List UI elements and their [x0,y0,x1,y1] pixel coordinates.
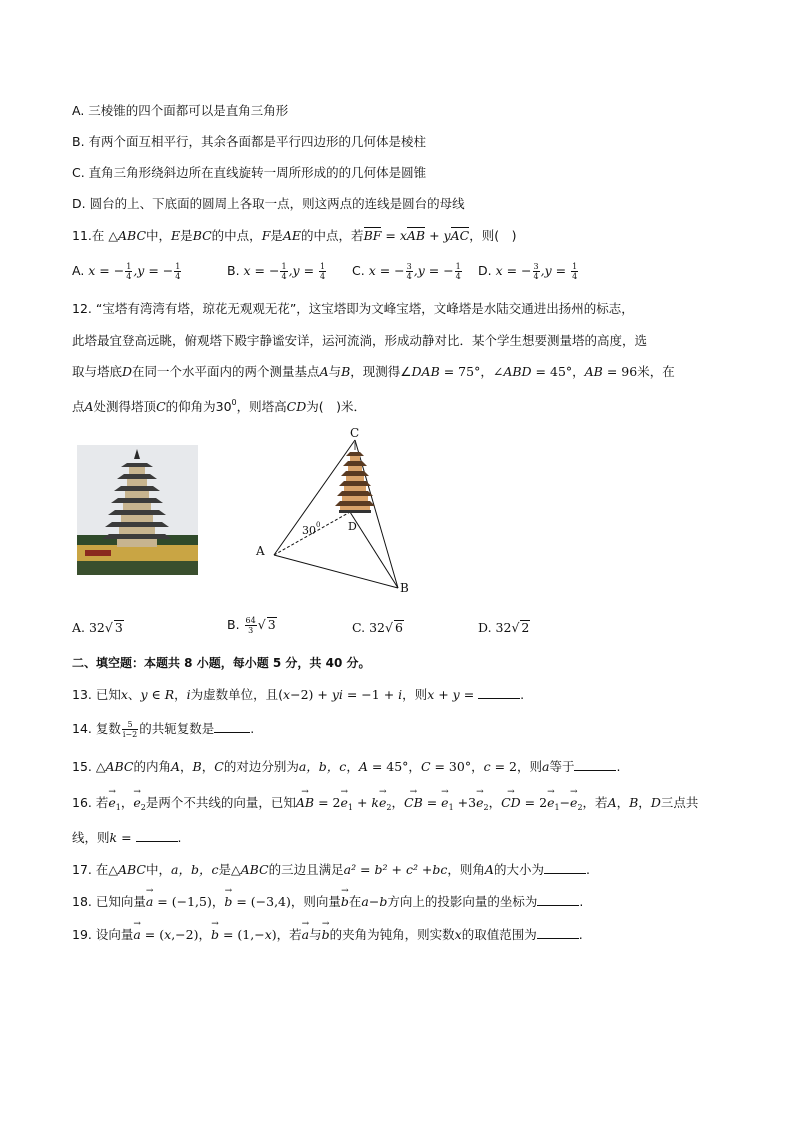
text: 三点共 [660,795,699,810]
text: 为( )米． [306,399,367,414]
text: ，若 [582,795,608,810]
text: . [520,687,525,702]
vector-ab: AB [406,228,426,243]
text: 19. 设向量 [72,927,134,942]
answer-blank[interactable] [478,686,520,699]
text: ， [174,687,187,702]
text: . [250,721,255,736]
sqrt-sign: √ [104,620,113,635]
q12-option-b [227,616,277,635]
text: ， [638,795,651,810]
text: 取与塔底 [72,364,123,379]
superscript: 0 [231,398,237,407]
vector-a: a → [133,926,140,944]
text: 的中点，若 [301,228,364,243]
q12-option-a [72,619,124,637]
label: B. [227,617,244,632]
angle-label: 30 [302,524,316,537]
numerator: 1 [572,262,578,271]
math: x = − [243,263,280,278]
text: = 96米，在 [602,364,675,379]
q10-option-b: B. 有两个面互相平行，其余各面都是平行四边形的几何体是棱柱 [72,134,427,149]
text: 的仰角为30 [165,399,232,414]
math: x + y [427,687,460,702]
radicand: 6 [394,620,403,635]
numerator: 3 [533,262,539,271]
math: yi [331,687,343,702]
numerator: 3 [406,262,412,271]
math: ABC [117,862,146,877]
math: A [607,795,617,810]
pagoda-drawing [335,442,375,513]
label-c: C [350,426,360,440]
fraction [533,262,540,281]
math: = 2，则 [490,759,542,774]
math: x = − [368,263,405,278]
q12-option-d [478,619,530,637]
text: ， [488,795,502,810]
subscript: 2 [577,803,583,812]
text: 与 [309,927,322,942]
vector-cb: CB → [404,794,423,812]
text: 是两个不共线的向量，已知 [145,795,296,810]
text: 在 [91,228,105,243]
vector-ac: AC [450,228,470,243]
math: = [422,795,442,810]
subscript: 2 [140,803,146,812]
text: 的对边分别为 [223,759,299,774]
math: = x [381,228,407,243]
numerator: 1 [455,262,461,271]
vector-e2: e → [133,794,140,812]
q19 [72,926,583,944]
math: a−b [361,894,388,909]
section-heading: 二、填空题：本题共 8 小题，每小题 5 分，共 40 分。 [72,656,371,670]
text: ， [616,795,630,810]
subscript: 2 [483,803,489,812]
text: 等于 [549,759,575,774]
vector-bf: BF [363,228,382,243]
vector-e2: e → [476,794,483,812]
label: C. 32 [352,620,385,635]
vector-e1: e → [340,794,347,812]
q12-line1: 12. “宝塔有湾湾有塔，琼花无观观无花”，这宝塔即为文峰宝塔，文峰塔是水陆交通进出扬州的标志， [72,301,634,316]
math: A [358,759,368,774]
label-d: D [348,520,357,533]
math: x = − [88,263,125,278]
text: 点 [72,399,85,414]
subscript: 1 [115,803,121,812]
text: 是 [180,228,193,243]
math: +3 [453,795,477,810]
text: = 75°，∠ [439,364,504,379]
text: ， [346,759,359,774]
answer-blank[interactable] [136,829,178,842]
denominator: 4 [126,272,132,281]
q11-stem [72,227,516,245]
fraction [406,262,413,281]
math: B [192,759,202,774]
math: A [84,399,94,414]
label: D. [478,263,496,278]
math: C [420,759,431,774]
math: D [650,795,661,810]
numerator: 5 [122,720,138,730]
math: = (−3,4)，则向量 [232,894,341,909]
fraction [125,262,132,281]
vector-a: a → [302,926,309,944]
math: E [171,228,181,243]
text: 、 [127,687,141,702]
math: = 45°， [367,759,421,774]
numerator: 1 [281,262,287,271]
denominator: 4 [572,272,578,281]
line-db [350,512,398,588]
math: ,y = − [133,263,174,278]
math: ,y = − [413,263,454,278]
q11-option-d [478,262,579,281]
numerator: 1 [175,262,181,271]
math: x [120,687,128,702]
math: DAB [411,364,440,379]
geometry-diagram [250,420,420,600]
text: 的中点， [211,228,262,243]
text: 的内角 [133,759,171,774]
answer-blank[interactable] [214,720,250,733]
label-b: B [400,581,409,595]
vector-e1: e → [441,794,448,812]
denominator: i−2 [122,730,138,739]
text: . [616,759,621,774]
text: 的三边且满足 [268,862,344,877]
numerator: 1 [126,262,132,271]
text: 为虚数单位，且( [190,687,284,702]
math: A [484,862,494,877]
math: = [459,687,479,702]
vector-e2: e → [570,794,577,812]
math: C [156,399,166,414]
vector-b: b → [211,926,219,944]
text: . [177,830,182,845]
math: ,y = [540,263,571,278]
math: A [171,759,181,774]
text: . [585,862,590,877]
math: ∈ [147,687,165,702]
q11-option-a [72,262,182,281]
answer-blank[interactable] [544,861,586,874]
math: a，b，c [298,759,347,774]
fraction [122,720,138,739]
vector-e2: e → [379,794,386,812]
fraction [455,262,462,281]
answer-blank[interactable] [537,926,579,939]
vector-b: b → [341,893,349,911]
math: BC [192,228,212,243]
math: = (1,− [218,927,265,942]
math: A [319,364,329,379]
text: 14. 复数 [72,721,121,736]
math: k [109,830,118,845]
math: x [264,927,272,942]
text: . [578,927,583,942]
math: = −1 + [342,687,399,702]
text: ， [180,759,193,774]
text: 的共轭复数是 [139,721,215,736]
q16-line1 [72,794,698,817]
label: B. [227,263,244,278]
text: 13. 已知 [72,687,121,702]
math: D [122,364,133,379]
math: = 30°， [430,759,484,774]
text: ，则 [402,687,428,702]
radicand: 3 [114,620,123,635]
text: 18. 已知向量 [72,894,146,909]
text: 17. 在△ [72,862,118,877]
label: D. 32 [478,620,512,635]
q18 [72,893,583,911]
radicand: 2 [521,620,530,635]
text: 线，则 [72,830,110,845]
vector-e1: e → [547,794,554,812]
text: ， [391,795,404,810]
subscript: 1 [448,803,454,812]
math: AE [282,228,302,243]
math: c [483,759,491,774]
denominator: 4 [175,272,181,281]
numerator: 1 [320,262,326,271]
math: ABC [118,228,147,243]
math: = 2 [314,795,341,810]
text: 是△ [218,862,241,877]
math: B [341,364,351,379]
q10-option-a: A. 三棱锥的四个面都可以是直角三角形 [72,103,289,118]
math: CD [286,399,307,414]
vector-b: b → [224,893,232,911]
math: −2) + [290,687,332,702]
denominator: 4 [281,272,287,281]
text: 处测得塔顶 [93,399,157,414]
math: C [214,759,224,774]
q16-line2 [72,829,182,847]
label: A. 32 [72,620,105,635]
math: x [164,927,172,942]
fraction [571,262,578,281]
text: 在同一个水平面内的两个测量基点 [132,364,320,379]
vector-ab: AB → [296,794,314,812]
text: 中， [145,862,171,877]
math: B [629,795,639,810]
line-ab [274,555,398,588]
angle-sup: 0 [316,521,321,529]
sqrt-sign: √ [384,620,393,635]
math: R [164,687,175,702]
text: 的大小为 [493,862,544,877]
math: ABC [105,759,134,774]
math: + y [425,228,451,243]
math: F [261,228,271,243]
q12-line4 [72,394,366,416]
q15 [72,758,620,776]
math: x [283,687,291,702]
q10-option-d: D. 圆台的上、下底面的圆周上各取一点，则这两点的连线是圆台的母线 [72,196,465,211]
fraction [280,262,287,281]
q11-option-c [352,262,463,281]
pagoda-photo [77,445,198,575]
triangle-symbol: △ [108,228,119,243]
label-a: A [256,544,265,558]
q11-option-b [227,262,327,281]
math: + k [352,795,379,810]
numerator: 64 [245,616,256,625]
text: 的夹角为钝角，则实数 [329,927,455,942]
text: 的取值范围为 [461,927,537,942]
text: 16. 若 [72,795,109,810]
q13 [72,686,524,704]
text: ， [120,795,134,810]
text: 中， [146,228,172,243]
text: ，现测得∠ [350,364,412,379]
math: x [454,927,462,942]
denominator: 4 [533,272,539,281]
math: = 2 [520,795,548,810]
math: = [117,830,136,845]
q12-option-c [352,619,404,637]
subscript: 2 [386,803,392,812]
subscript: 1 [554,803,560,812]
denominator: 4 [406,272,412,281]
math: )，若 [271,927,302,942]
math: a [541,759,550,774]
math: a² = b² + c² +bc [343,862,448,877]
vector-b: b → [322,926,330,944]
denominator: 3 [248,626,254,635]
vector-cd: CD → [501,794,521,812]
math: ABC [240,862,269,877]
text: 方向上的投影向量的坐标为 [387,894,538,909]
vector-a: a → [146,893,153,911]
math: a，b，c [171,862,219,877]
math: = (−1,5)， [153,894,225,909]
math: AB [584,364,603,379]
text: 是 [270,228,283,243]
text: ，则塔高 [236,399,287,414]
math: ABD [503,364,532,379]
q17 [72,861,590,879]
subscript: 1 [347,803,353,812]
label: C. [352,263,369,278]
radicand: 3 [267,617,276,632]
q14 [72,720,254,739]
math: ,−2)， [171,927,211,942]
fraction [319,262,326,281]
text: . [579,894,584,909]
text: = 45°， [531,364,585,379]
text: ，则( ) [469,228,517,243]
math: ,y = [288,263,319,278]
math: i [186,687,191,702]
label: A. [72,263,89,278]
q12-line3 [72,363,675,381]
math: x = − [495,263,532,278]
math: − [559,795,571,810]
denominator: 4 [320,272,326,281]
text: 15. △ [72,759,106,774]
q11-number: 11. [72,228,92,243]
fraction [245,616,257,635]
text: 与 [328,364,342,379]
denominator: 4 [455,272,461,281]
text: ， [201,759,215,774]
answer-blank[interactable] [537,893,579,906]
vector-e1: e → [108,794,115,812]
q10-option-c: C. 直角三角形绕斜边所在直线旋转一周所形成的的几何体是圆锥 [72,165,427,180]
fraction [174,262,181,281]
text: ，则角 [447,862,485,877]
text: 在 [348,894,362,909]
sqrt-sign: √ [257,617,266,632]
math: y [140,687,148,702]
answer-blank[interactable] [574,758,616,771]
math: i [398,687,403,702]
math: = ( [140,927,165,942]
q12-line2: 此塔最宜登高远眺，俯观塔下殿宇静谧安详，运河流淌，形成动静对比．某个学生想要测量塔的高度，选 [72,333,648,348]
sqrt-sign: √ [511,620,520,635]
